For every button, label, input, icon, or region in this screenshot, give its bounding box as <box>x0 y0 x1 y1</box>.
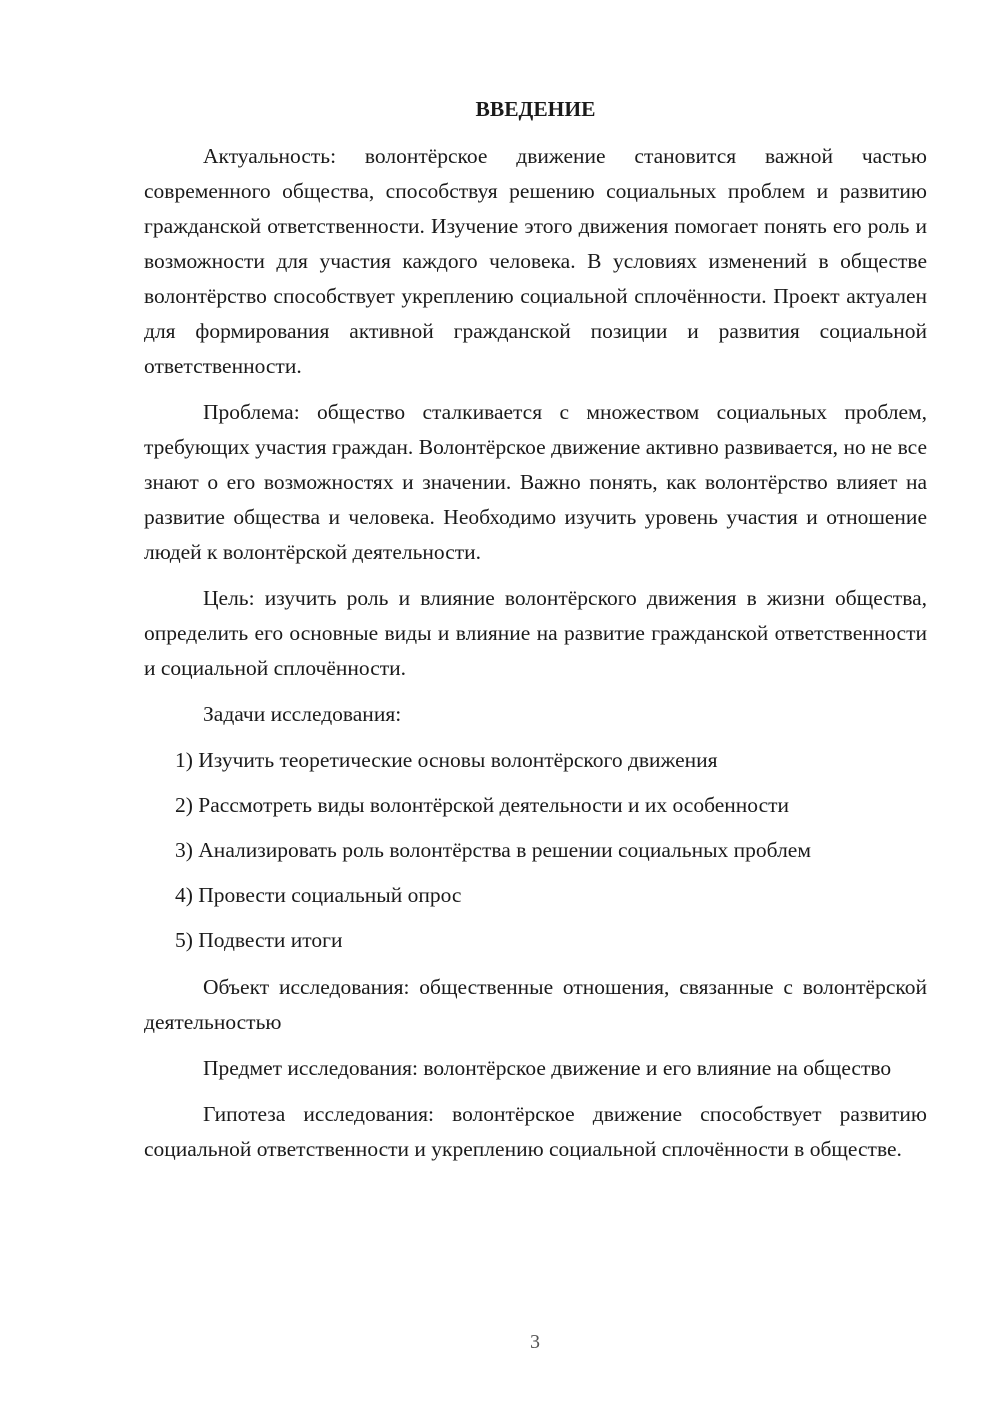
object-paragraph: Объект исследования: общественные отношения, связанные с волонтёрской деятельностью <box>144 975 927 1034</box>
page-title: ВВЕДЕНИЕ <box>475 97 596 121</box>
tasks-list <box>144 743 927 958</box>
hypothesis-paragraph: Гипотеза исследования: волонтёрское движение способствует развитию социальной ответственности и укреплению социальной сплочённости в обществе. <box>144 1102 927 1161</box>
page-number: 3 <box>530 1331 540 1353</box>
task-item: 4) Провести социальный опрос <box>175 883 462 907</box>
tasks-intro: Задачи исследования: <box>203 702 402 726</box>
page-content <box>144 92 927 1178</box>
task-item: 1) Изучить теоретические основы волонтёрского движения <box>175 748 718 772</box>
goal-paragraph: Цель: изучить роль и влияние волонтёрского движения в жизни общества, определить его основные виды и влияние на развитие гражданской ответственности и социальной сплочённости. <box>144 586 927 680</box>
relevance-paragraph: Актуальность: волонтёрское движение становится важной частью современного общества, способствуя решению социальных проблем и развитию гражданской ответственности. Изучение этого движения помогает понять его роль и возможности для участия каждого человека. В условиях изменений в обществе волонтёрство способствует укреплению социальной сплочённости. Проект актуален для формирования активной гражданской позиции и развития социальной ответственности. <box>144 144 927 378</box>
task-item: 3) Анализировать роль волонтёрства в решении социальных проблем <box>175 838 811 862</box>
task-item: 2) Рассмотреть виды волонтёрской деятельности и их особенности <box>175 793 790 817</box>
problem-paragraph: Проблема: общество сталкивается с множеством социальных проблем, требующих участия граждан. Волонтёрское движение активно развивается, но не все знают о его возможностях и значении. Важно понять, как волонтёрство влияет на развитие общества и человека. Необходимо изучить уровень участия и отношение людей к волонтёрской деятельности. <box>144 400 927 564</box>
task-item: 5) Подвести итоги <box>175 928 343 952</box>
subject-paragraph: Предмет исследования: волонтёрское движение и его влияние на общество <box>203 1056 892 1080</box>
